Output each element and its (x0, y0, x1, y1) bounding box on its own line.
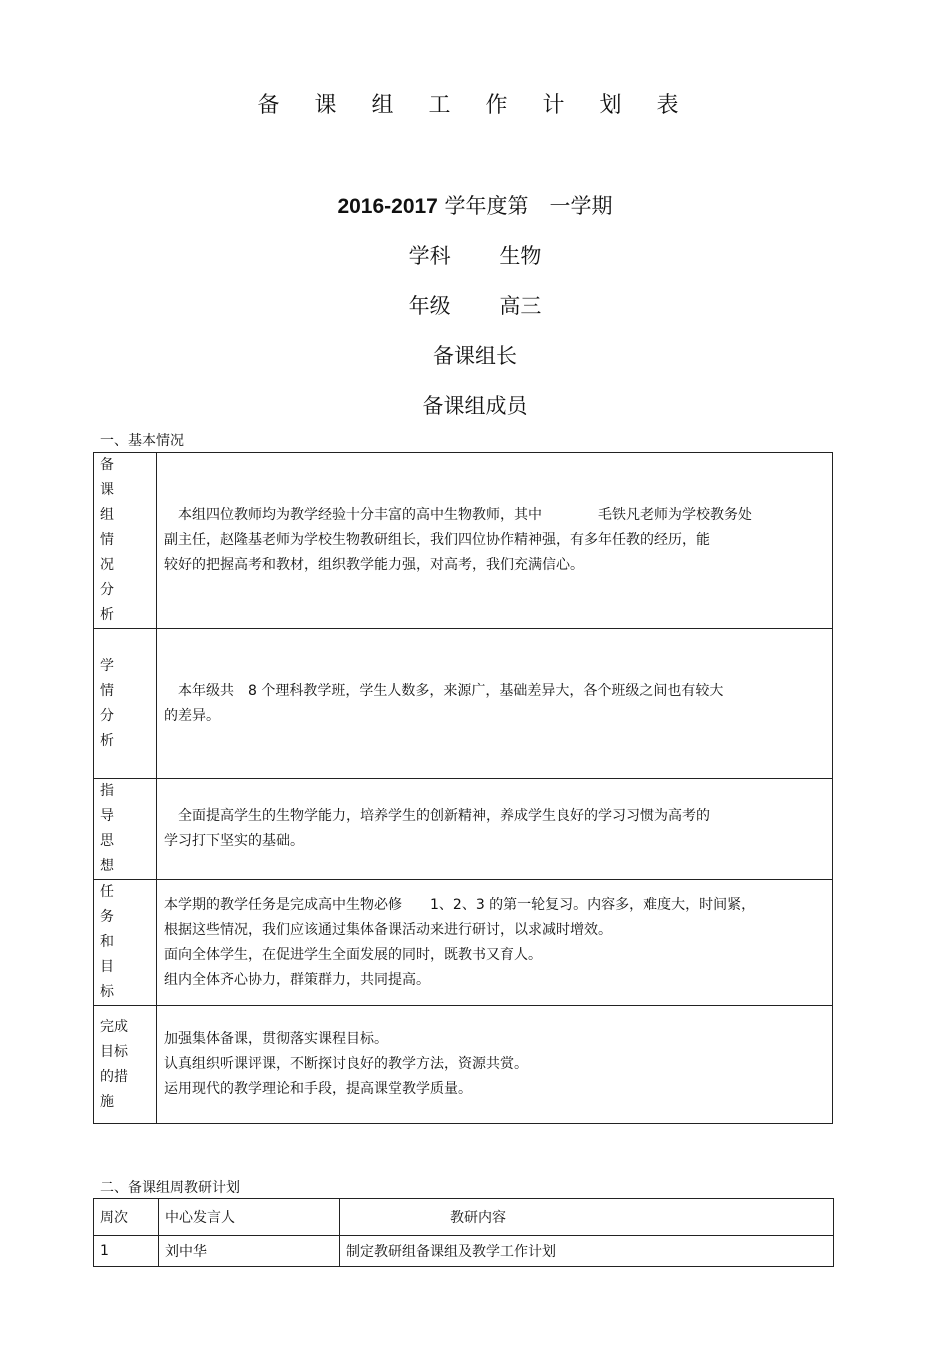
row-content: 加强集体备课，贯彻落实课程目标。 认真组织听课评课，不断探讨良好的教学方法，资源共赏。 运用现代的教学理论和手段，提高课堂教学质量。 (157, 1006, 833, 1124)
row-content: 本学期的教学任务是完成高中生物必修 1、2、3 的第一轮复习。内容多，难度大，时间紧， 根据这些情况，我们应该通过集体备课活动来进行研讨，以求减时增效。 面向全体学生，在促进学生全面发展的同时，既教书又育人。 组内全体齐心协力，群策群力，共同提高。 (157, 880, 833, 1006)
table-row (94, 629, 833, 779)
column-header: 中心发言人 (159, 1199, 340, 1236)
table-row (94, 779, 833, 880)
academic-year-number: 2016-2017 (337, 195, 438, 218)
basic-info-table (93, 452, 833, 1124)
row-label: 备 课 组 情 况 分 析 (94, 453, 157, 629)
page-title: 备 课 组 工 作 计 划 表 (257, 93, 693, 118)
section-basic-heading: 一、基本情况 (100, 433, 184, 449)
group-members-line: 备课组成员 (422, 394, 528, 418)
weekly-plan-table (93, 1198, 834, 1267)
group-leader-line: 备课组长 (433, 344, 517, 368)
table-cell: 1 (94, 1236, 159, 1267)
table-cell: 制定教研组备课组及教学工作计划 (340, 1236, 834, 1267)
academic-year (0, 190, 950, 220)
column-header: 周次 (94, 1199, 159, 1236)
table-row (94, 880, 833, 1006)
table-row (94, 1236, 834, 1267)
row-label: 任 务 和 目 标 (94, 880, 157, 1006)
row-content: 本组四位教师均为教学经验十分丰富的高中生物教师，其中 毛铁凡老师为学校教务处 副主任，赵隆基老师为学校生物教研组长，我们四位协作精神强，有多年任教的经历，能 较好的把握高考和教材，组织教学能力强，对高考，我们充满信心。 (157, 453, 833, 629)
row-label: 学 情 分 析 (94, 629, 157, 779)
grade-line: 年级 高三 (408, 294, 542, 318)
table-row (94, 453, 833, 629)
academic-year-term: 学年度第 一学期 (437, 194, 613, 218)
table-cell: 刘中华 (159, 1236, 340, 1267)
subject-line: 学科 生物 (408, 244, 542, 268)
table-header-row (94, 1199, 834, 1236)
row-label: 指 导 思 想 (94, 779, 157, 880)
table-row (94, 1006, 833, 1124)
row-content: 本年级共 8 个理科教学班，学生人数多，来源广，基础差异大，各个班级之间也有较大 的差异。 (157, 629, 833, 779)
row-content: 全面提高学生的生物学能力，培养学生的创新精神，养成学生良好的学习习惯为高考的 学习打下坚实的基础。 (157, 779, 833, 880)
section-weekly-heading: 二、备课组周教研计划 (100, 1180, 240, 1196)
row-label: 完成 目标 的措 施 (94, 1006, 157, 1124)
column-header: 教研内容 (340, 1199, 834, 1236)
